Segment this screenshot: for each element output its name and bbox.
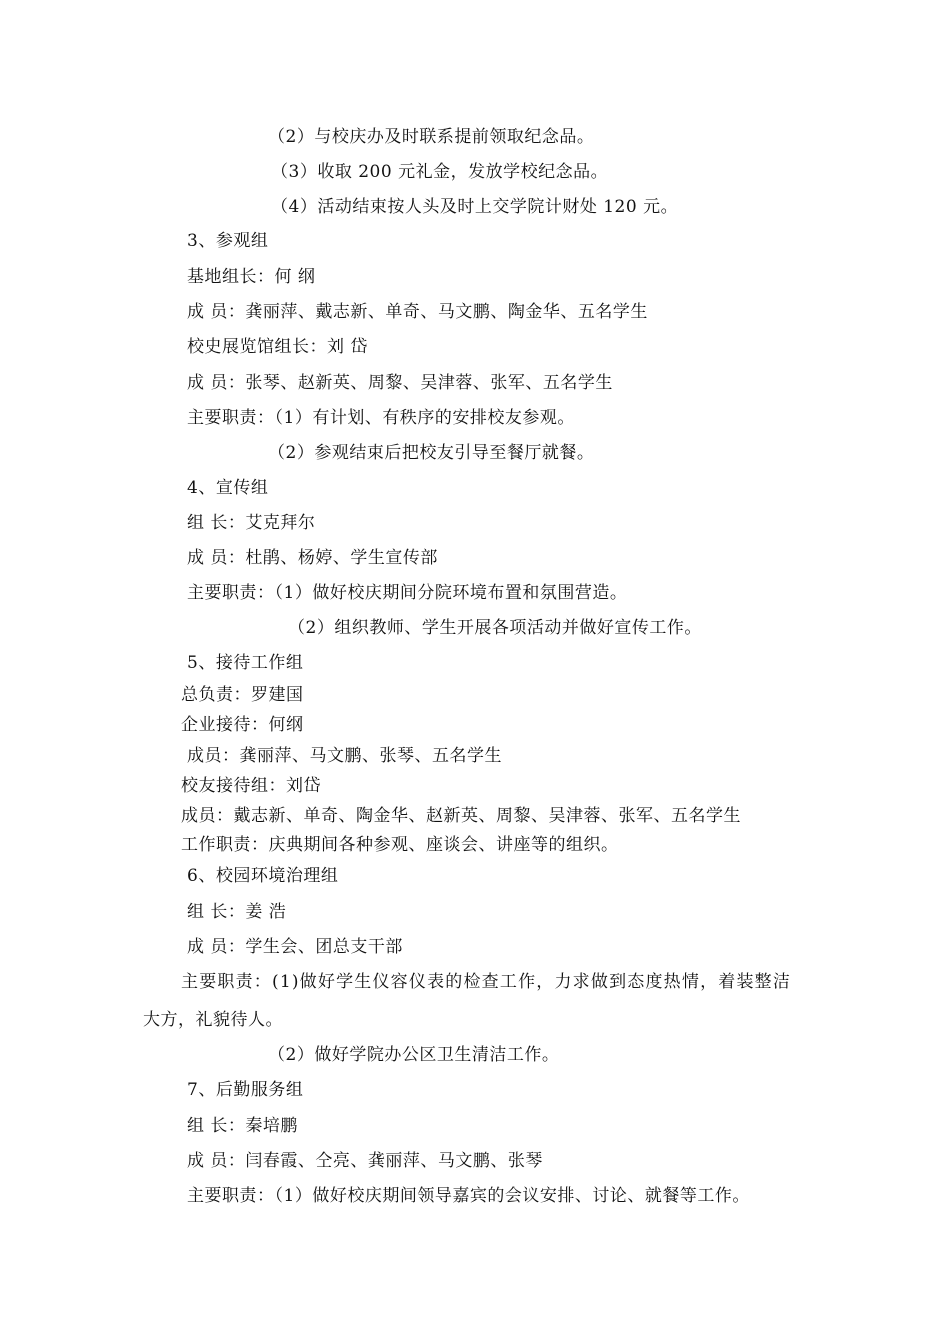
text-line: 总负责：罗建国 bbox=[181, 685, 304, 705]
text-line: 校友接待组：刘岱 bbox=[181, 776, 321, 796]
text-line: 主要职责：(1)做好学生仪容仪表的检查工作，力求做到态度热情，着装整洁 bbox=[181, 972, 792, 992]
text-line: （2）做好学院办公区卫生清洁工作。 bbox=[268, 1045, 560, 1065]
text-line: （2）与校庆办及时联系提前领取纪念品。 bbox=[268, 127, 595, 147]
text-line: 组 长：姜 浩 bbox=[187, 902, 287, 922]
text-line: 成 员：杜鹃、杨婷、学生宣传部 bbox=[187, 548, 438, 568]
section-heading: 7、后勤服务组 bbox=[187, 1080, 304, 1100]
text-line: 成 员：学生会、团总支干部 bbox=[187, 937, 403, 957]
text-line: 成 员：张琴、赵新英、周黎、吴津蓉、张军、五名学生 bbox=[187, 373, 613, 393]
text-line: （2）组织教师、学生开展各项活动并做好宣传工作。 bbox=[288, 618, 702, 638]
section-heading: 3、参观组 bbox=[187, 231, 269, 251]
text-line: 主要职责：（1）做好校庆期间分院环境布置和氛围营造。 bbox=[187, 583, 628, 603]
text-line: （2）参观结束后把校友引导至餐厅就餐。 bbox=[268, 443, 595, 463]
section-heading: 5、接待工作组 bbox=[187, 653, 304, 673]
text-line: （4）活动结束按人头及时上交学院计财处 120 元。 bbox=[271, 197, 679, 217]
text-line: 成 员：龚丽萍、戴志新、单奇、马文鹏、陶金华、五名学生 bbox=[187, 302, 648, 322]
text-line: 组 长：秦培鹏 bbox=[187, 1116, 298, 1136]
text-line: 企业接待：何纲 bbox=[181, 715, 304, 735]
text-line: 主要职责：（1）做好校庆期间领导嘉宾的会议安排、讨论、就餐等工作。 bbox=[187, 1186, 750, 1206]
text-line: 成员：龚丽萍、马文鹏、张琴、五名学生 bbox=[187, 746, 502, 766]
text-line: 校史展览馆组长：刘 岱 bbox=[187, 337, 368, 357]
text-line: 主要职责：（1）有计划、有秩序的安排校友参观。 bbox=[187, 408, 575, 428]
text-line: 大方，礼貌待人。 bbox=[143, 1010, 283, 1030]
text-line: 组 长：艾克拜尔 bbox=[187, 513, 316, 533]
section-heading: 4、宣传组 bbox=[187, 478, 269, 498]
text-line: 工作职责：庆典期间各种参观、座谈会、讲座等的组织。 bbox=[181, 835, 619, 855]
text-line: 成 员：闫春霞、仝亮、龚丽萍、马文鹏、张琴 bbox=[187, 1151, 543, 1171]
section-heading: 6、校园环境治理组 bbox=[187, 866, 339, 886]
text-line: （3）收取 200 元礼金，发放学校纪念品。 bbox=[271, 162, 609, 182]
text-line: 基地组长：何 纲 bbox=[187, 267, 316, 287]
text-line: 成员：戴志新、单奇、陶金华、赵新英、周黎、吴津蓉、张军、五名学生 bbox=[181, 806, 741, 826]
